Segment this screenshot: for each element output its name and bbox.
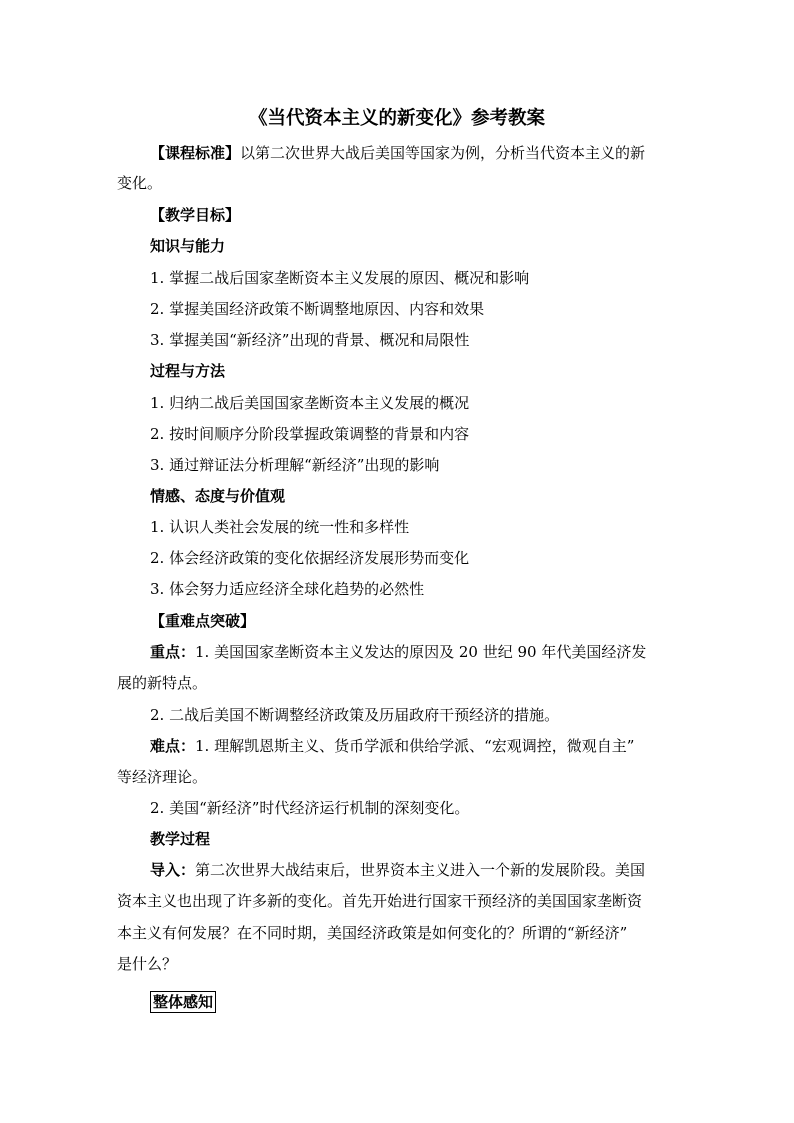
intro-line-4: 是什么？ (117, 955, 178, 973)
teaching-process-heading: 教学过程 (150, 830, 211, 848)
focus-label: 重点： (150, 643, 196, 661)
process-heading: 过程与方法 (150, 362, 226, 380)
emotion-item-2: 2. 体会经济政策的变化依据经济发展形势而变化 (150, 549, 470, 567)
focus-text-1: 1. 美国国家垄断资本主义发达的原因及 20 世纪 90 年代美国经济发 (195, 643, 647, 661)
emotion-heading: 情感、态度与价值观 (150, 487, 286, 505)
focus-item-2: 2. 二战后美国不断调整经济政策及历届政府干预经济的措施。 (150, 706, 560, 724)
course-standard-line-2: 变化。 (117, 174, 163, 192)
overall-perception-box (150, 995, 216, 1010)
emotion-item-1: 1. 认识人类社会发展的统一性和多样性 (150, 518, 410, 536)
intro-text-1: 第二次世界大战结束后，世界资本主义进入一个新的发展阶段。美国 (195, 861, 646, 879)
process-item-1: 1. 归纳二战后美国国家垄断资本主义发展的概况 (150, 394, 470, 412)
difficulty-text-1: 1. 理解凯恩斯主义、货币学派和供给学派、“宏观调控，微观自主” (195, 737, 635, 755)
knowledge-item-3: 3. 掌握美国“新经济”出现的背景、概况和局限性 (150, 331, 470, 349)
intro-label: 导入： (150, 861, 196, 879)
overall-perception-label: 整体感知 (150, 991, 216, 1013)
process-item-2: 2. 按时间顺序分阶段掌握政策调整的背景和内容 (150, 425, 470, 443)
intro-line-1 (150, 863, 645, 878)
course-standard-line-1 (150, 146, 645, 161)
focus-line-2: 展的新特点。 (117, 674, 208, 692)
knowledge-item-2: 2. 掌握美国经济政策不断调整地原因、内容和效果 (150, 300, 485, 318)
difficulty-label: 难点： (150, 737, 196, 755)
process-item-3: 3. 通过辩证法分析理解“新经济”出现的影响 (150, 456, 440, 474)
emotion-item-3: 3. 体会努力适应经济全球化趋势的必然性 (150, 580, 425, 598)
objectives-heading: 【教学目标】 (150, 206, 241, 224)
knowledge-item-1: 1. 掌握二战后国家垄断资本主义发展的原因、概况和影响 (150, 269, 530, 287)
difficulty-line-2: 等经济理论。 (117, 768, 208, 786)
focus-line-1 (150, 645, 646, 660)
page-title: 《当代资本主义的新变化》参考教案 (248, 108, 545, 129)
knowledge-heading: 知识与能力 (150, 237, 226, 255)
course-standard-label: 【课程标准】 (150, 144, 241, 162)
key-points-heading: 【重难点突破】 (150, 612, 256, 630)
difficulty-item-2: 2. 美国“新经济”时代经济运行机制的深刻变化。 (150, 799, 470, 817)
difficulty-line-1 (150, 739, 634, 754)
intro-line-2: 资本主义也出现了许多新的变化。首先开始进行国家干预经济的美国国家垄断资 (117, 892, 643, 910)
intro-line-3: 本主义有何发展？在不同时期，美国经济政策是如何变化的？所谓的“新经济” (117, 924, 628, 942)
course-standard-text-1: 以第二次世界大战后美国等国家为例，分析当代资本主义的新 (240, 144, 646, 162)
